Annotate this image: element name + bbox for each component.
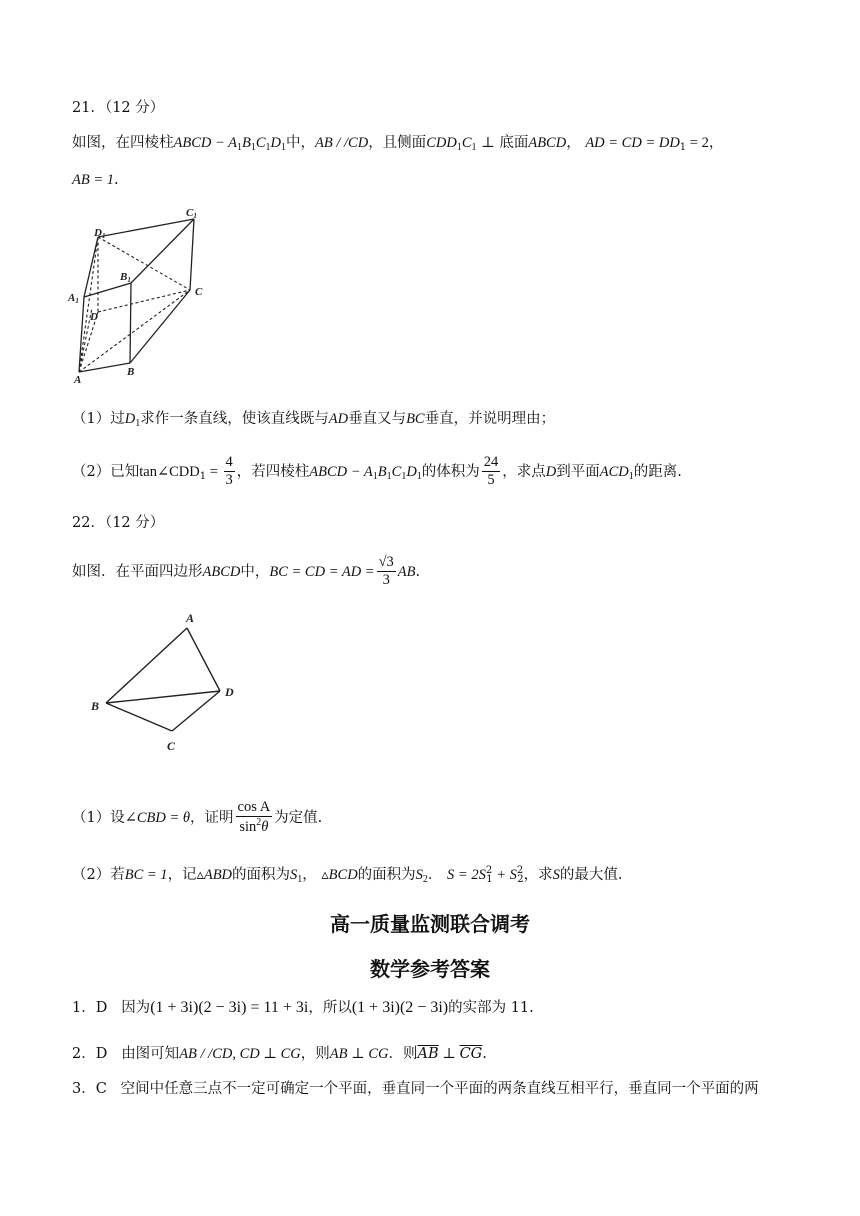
q21-part1: （1）过$D_1$求作一条直线，使该直线既与AD垂直又与BC垂直，并说明理由； — [72, 411, 556, 429]
q22-part1: （1）设∠CBD = θ，证明 $\frac{\text{cos A}}{\sin^2\theta}$ 为定值. — [72, 799, 323, 835]
answer-2: 2．D 由图可知AB / /CD, CD ⊥ CG，则AB ⊥ CG．则$\overline{AB}$ ⊥ $\overline{CG}$. — [72, 1046, 487, 1062]
answer-1: 1．D 因为(1 + 3i)(2 − 3i) = 11 + 3i，所以(1 + 3i)(2 − 3i)的实部为 11. — [72, 999, 534, 1016]
label-b: B — [127, 366, 135, 378]
q22-number: 22．（12 分） — [72, 515, 165, 531]
q21-part2: （2）已知$\tan\angle CDD_1$ = $\frac{4}{3}$ ，若四棱柱ABCD − $A_1B_1C_1D_1$的体积为 $\frac{24}{5}$ ，求点D到平面$ACD_1$的距离. — [72, 454, 682, 488]
label-d1: D1 — [94, 227, 106, 240]
q22-quad-figure — [88, 608, 248, 758]
label-a1: A1 — [68, 292, 79, 305]
answers-title: 高一质量监测联合调考 — [330, 912, 530, 936]
q22-stem: 如图．在平面四边形ABCD中，BC = CD = AD = $\frac{√3}{3}$ AB. — [72, 554, 421, 588]
answer-3: 3．C 空间中任意三点不一定可确定一个平面，垂直同一个平面的两条直线互相平行，垂直同一个平面的两 — [72, 1081, 759, 1097]
label-b1: B1 — [120, 271, 131, 284]
q21-prism-figure — [64, 200, 224, 385]
label-c: C — [195, 286, 203, 298]
q22-part2: （2）若BC = 1，记▵ABD的面积为$S_1$， ▵BCD的面积为$S_2$． $S = 2S^2_1 + S^2_2$，求S的最大值. — [72, 865, 623, 885]
label-c: C — [167, 739, 176, 753]
label-d: D — [90, 311, 98, 323]
q21-stem-line1: 如图，在四棱柱ABCD − $A_1B_1C_1D_1$中，AB / /CD，且侧面$CDD_1C_1$ ⊥ 底面ABCD， AD = CD = $DD_1 = 2$， — [72, 135, 724, 153]
q21-stem-line2: AB = 1. — [72, 172, 119, 188]
label-d: D — [225, 685, 234, 699]
answers-subtitle: 数学参考答案 — [370, 957, 490, 981]
label-a: A — [74, 374, 82, 385]
q21-number: 21．（12 分） — [72, 100, 165, 116]
label-a: A — [186, 611, 195, 625]
label-c1: C1 — [186, 207, 197, 220]
label-b: B — [91, 699, 100, 713]
